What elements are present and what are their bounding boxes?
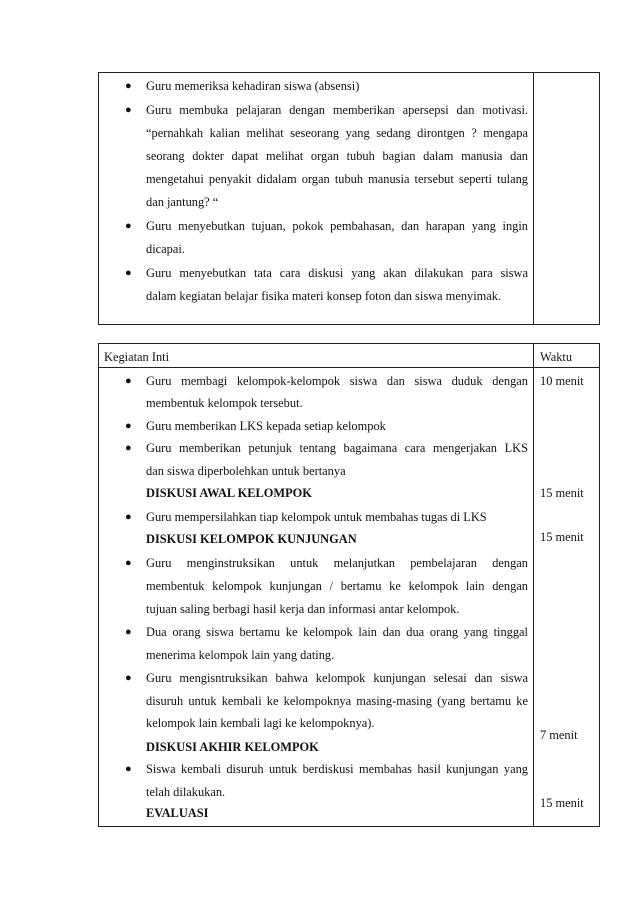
top-item-4-line-1: Guru menyebutkan tata cara diskusi yang akan dilakukan para siswa xyxy=(146,266,528,280)
top-item-1-line-1: Guru memeriksa kehadiran siswa (absensi) xyxy=(146,79,360,93)
main-table-divider xyxy=(533,343,534,827)
main-item-4-line-1: Guru mempersilahkan tiap kelompok untuk membahas tugas di LKS xyxy=(146,510,487,524)
time-cell: 15 menit xyxy=(540,530,584,544)
bullet-icon: ● xyxy=(125,104,132,116)
time-cell: 7 menit xyxy=(540,728,578,742)
header-time: Waktu xyxy=(540,350,573,364)
bullet-icon: ● xyxy=(125,420,132,432)
main-item-3-line-2: dan siswa diperbolehkan untuk bertanya xyxy=(146,464,346,478)
main-item-7-line-3: kelompok lain kembali lagi ke kelompoknya). xyxy=(146,716,375,730)
top-item-3-line-1: Guru menyebutkan tujuan, pokok pembahasan, dan harapan yang ingin xyxy=(146,219,528,233)
bullet-icon: ● xyxy=(125,220,132,232)
bullet-icon: ● xyxy=(125,511,132,523)
top-item-2-line-5: dan jantung? “ xyxy=(146,195,219,209)
main-item-3-line-1: Guru memberikan petunjuk tentang bagaimana cara mengerjakan LKS xyxy=(146,441,528,455)
bullet-icon: ● xyxy=(125,672,132,684)
main-item-8-line-1: Siswa kembali disuruh untuk berdiskusi membahas hasil kunjungan yang xyxy=(146,762,528,776)
heading-diskusi-kunjungan: DISKUSI KELOMPOK KUNJUNGAN xyxy=(146,532,357,546)
bullet-icon: ● xyxy=(125,557,132,569)
bullet-icon: ● xyxy=(125,442,132,454)
main-item-5-line-3: tujuan saling berbagi hasil kerja dan informasi antar kelompok. xyxy=(146,602,460,616)
main-item-5-line-1: Guru menginstruksikan untuk melanjutkan pembelajaran dengan xyxy=(146,556,528,570)
top-item-2-line-1: Guru membuka pelajaran dengan memberikan apersepsi dan motivasi. xyxy=(146,103,528,117)
bullet-icon: ● xyxy=(125,80,132,92)
header-activity: Kegiatan Inti xyxy=(104,350,170,364)
time-cell: 15 menit xyxy=(540,796,584,810)
main-item-1-line-1: Guru membagi kelompok-kelompok siswa dan siswa duduk dengan xyxy=(146,374,528,388)
main-item-6-line-1: Dua orang siswa bertamu ke kelompok lain dan dua orang yang tinggal xyxy=(146,625,528,639)
main-item-2-line-1: Guru memberikan LKS kepada setiap kelompok xyxy=(146,419,386,433)
main-item-7-line-2: disuruh untuk kembali ke kelompoknya masing-masing (yang bertamu ke xyxy=(146,694,528,708)
heading-diskusi-awal: DISKUSI AWAL KELOMPOK xyxy=(146,486,312,500)
main-item-8-line-2: telah dilakukan. xyxy=(146,785,226,799)
top-item-3-line-2: dicapai. xyxy=(146,242,185,256)
top-item-2-line-4: mengetahui penyakit didalam organ tubuh manusia tersebut seperti tulang xyxy=(146,172,528,186)
heading-evaluasi: EVALUASI xyxy=(146,806,209,820)
main-item-5-line-2: membentuk kelompok kunjungan / bertamu ke kelompok lain dengan xyxy=(146,579,528,593)
top-item-4-line-2: dalam kegiatan belajar fisika materi konsep foton dan siswa menyimak. xyxy=(146,289,502,303)
bullet-icon: ● xyxy=(125,375,132,387)
bullet-icon: ● xyxy=(125,267,132,279)
top-section-divider xyxy=(533,72,534,325)
time-cell: 10 menit xyxy=(540,374,584,388)
bullet-icon: ● xyxy=(125,626,132,638)
heading-diskusi-akhir: DISKUSI AKHIR KELOMPOK xyxy=(146,740,319,754)
main-item-6-line-2: menerima kelompok lain yang dating. xyxy=(146,648,335,662)
bullet-icon: ● xyxy=(125,763,132,775)
top-item-2-line-2: “pernahkah kalian melihat seseorang yang sedang dirontgen ? mengapa xyxy=(146,126,528,140)
top-item-2-line-3: seorang dokter dapat melihat organ tubuh bagian dalam manusia dan xyxy=(146,149,528,163)
time-cell: 15 menit xyxy=(540,486,584,500)
main-item-7-line-1: Guru mengisntruksikan bahwa kelompok kunjungan selesai dan siswa xyxy=(146,671,528,685)
main-table-header-rule xyxy=(98,367,600,368)
main-item-1-line-2: membentuk kelompok tersebut. xyxy=(146,396,303,410)
